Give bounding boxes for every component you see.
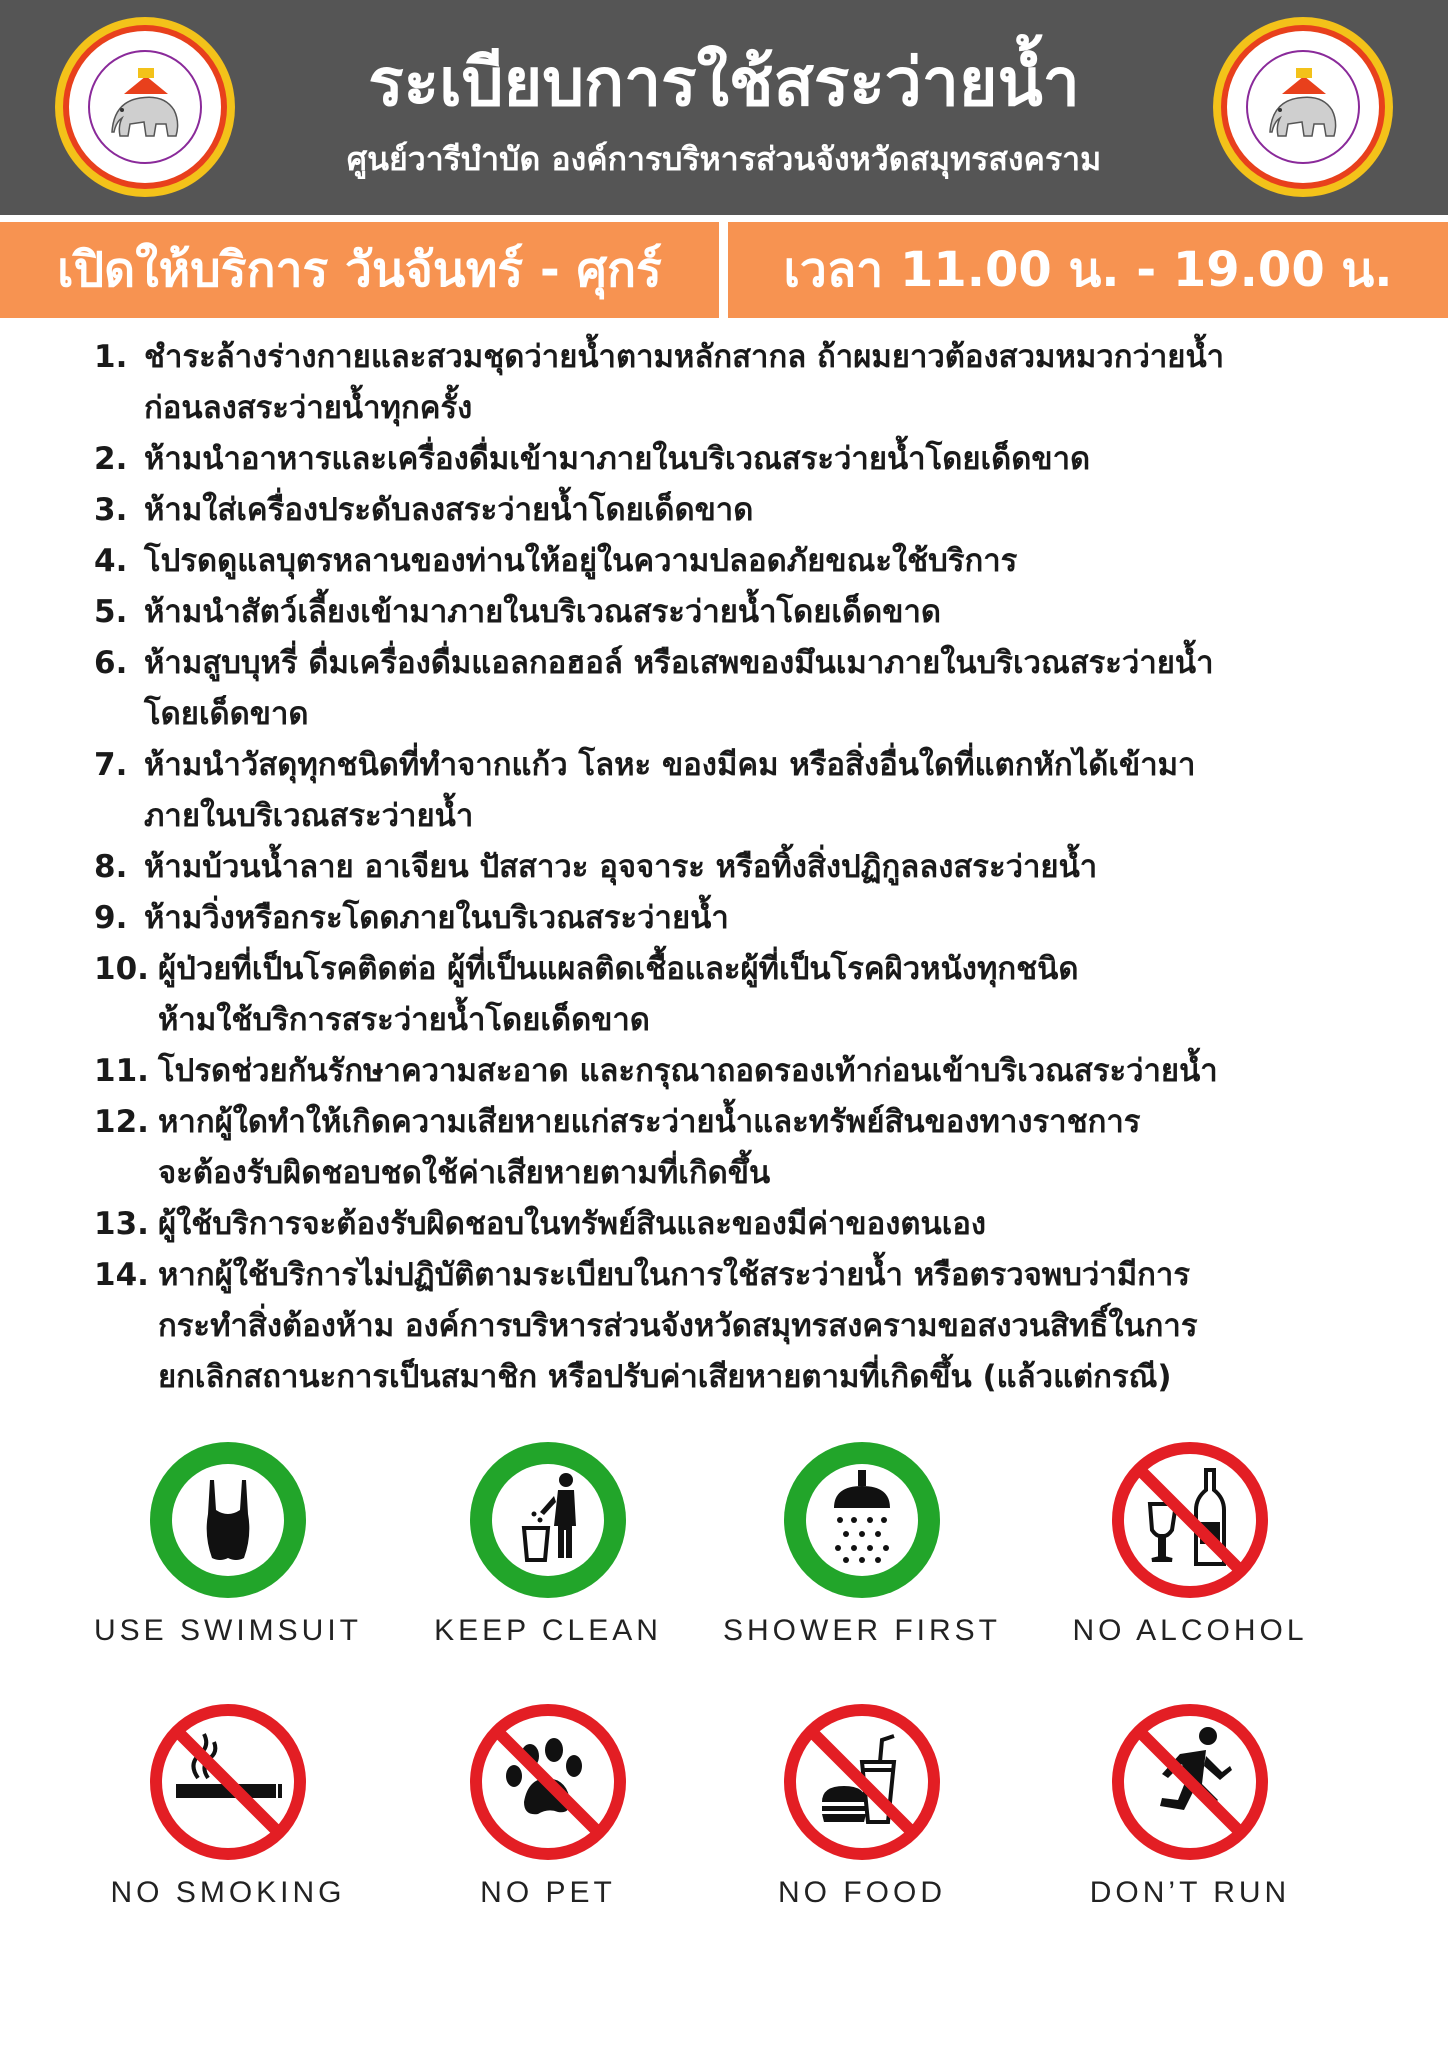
sign-label: NO SMOKING — [110, 1876, 346, 1909]
rule-text-line: ห้ามใส่เครื่องประดับลงสระว่ายน้ำโดยเด็ดขาด — [144, 492, 754, 528]
no-alcohol-icon — [1110, 1440, 1270, 1600]
elephant-seal-icon — [52, 14, 238, 200]
rule-number: 4. — [94, 543, 128, 579]
rule-text-line: หากผู้ใดทำให้เกิดความเสียหายแก่สระว่ายน้ำและทรัพย์สินของทางราชการ — [158, 1104, 1141, 1140]
trash-bin-icon — [468, 1440, 628, 1600]
rule-number: 14. — [94, 1257, 149, 1293]
rule-number: 2. — [94, 441, 128, 477]
shower-icon — [782, 1440, 942, 1600]
rule-text-line: ภายในบริเวณสระว่ายน้ำ — [144, 798, 474, 834]
sign-no-alcohol — [1040, 1440, 1340, 1648]
sign-use-swimsuit — [78, 1440, 378, 1648]
sign-label: NO FOOD — [778, 1876, 946, 1909]
rule-item — [94, 587, 1394, 638]
rule-number: 9. — [94, 900, 128, 936]
page-title: ระเบียบการใช้สระว่ายน้ำ — [368, 44, 1080, 121]
elephant-seal-icon — [1210, 14, 1396, 200]
header-banner — [0, 0, 1448, 215]
rule-item — [94, 740, 1394, 842]
rule-text-line: ห้ามวิ่งหรือกระโดดภายในบริเวณสระว่ายน้ำ — [144, 900, 729, 936]
rule-text-line: ผู้ป่วยที่เป็นโรคติดต่อ ผู้ที่เป็นแผลติดเชื้อและผู้ที่เป็นโรคผิวหนังทุกชนิด — [158, 951, 1079, 987]
sign-label: KEEP CLEAN — [434, 1614, 662, 1647]
rule-text-line: ห้ามนำวัสดุทุกชนิดที่ทำจากแก้ว โลหะ ของมีคม หรือสิ่งอื่นใดที่แตกหักได้เข้ามา — [144, 747, 1196, 783]
no-pet-icon — [468, 1702, 628, 1862]
sign-keep-clean — [398, 1440, 698, 1648]
sign-label: SHOWER FIRST — [723, 1614, 1001, 1647]
sign-label: NO ALCOHOL — [1072, 1614, 1308, 1647]
rule-item — [94, 893, 1394, 944]
rule-item — [94, 1199, 1394, 1250]
sign-no-smoking — [78, 1702, 378, 1910]
rule-text-line: โดยเด็ดขาด — [144, 696, 309, 732]
rule-text-line: ห้ามนำอาหารและเครื่องดื่มเข้ามาภายในบริเวณสระว่ายน้ำโดยเด็ดขาด — [144, 441, 1091, 477]
rule-item — [94, 842, 1394, 893]
opening-hours-bar — [0, 222, 1448, 318]
rule-number: 7. — [94, 747, 128, 783]
rule-number: 1. — [94, 339, 128, 375]
rule-number: 8. — [94, 849, 128, 885]
no-smoking-icon — [148, 1702, 308, 1862]
sign-dont-run — [1040, 1702, 1340, 1910]
rule-item — [94, 485, 1394, 536]
rule-text-line: ห้ามนำสัตว์เลี้ยงเข้ามาภายในบริเวณสระว่ายน้ำโดยเด็ดขาด — [144, 594, 942, 630]
rule-item — [94, 638, 1394, 740]
rule-text-line: กระทำสิ่งต้องห้าม องค์การบริหารส่วนจังหวัดสมุทรสงครามขอสงวนสิทธิ์ในการ — [158, 1308, 1198, 1344]
rule-number: 6. — [94, 645, 128, 681]
rule-text-line: โปรดดูแลบุตรหลานของท่านให้อยู่ในความปลอดภัยขณะใช้บริการ — [144, 543, 1018, 579]
rule-text-line: ห้ามบ้วนน้ำลาย อาเจียน ปัสสาวะ อุจจาระ หรือทิ้งสิ่งปฏิกูลลงสระว่ายน้ำ — [144, 849, 1098, 885]
sign-label: DON’T RUN — [1089, 1876, 1291, 1909]
rule-text-line: ชำระล้างร่างกายและสวมชุดว่ายน้ำตามหลักสากล ถ้าผมยาวต้องสวมหมวกว่ายน้ำ — [144, 339, 1225, 375]
no-running-icon — [1110, 1702, 1270, 1862]
rule-item — [94, 1250, 1394, 1403]
rule-number: 5. — [94, 594, 128, 630]
rule-item — [94, 1046, 1394, 1097]
rule-text-line: หากผู้ใช้บริการไม่ปฏิบัติตามระเบียบในการใช้สระว่ายน้ำ หรือตรวจพบว่ามีการ — [158, 1257, 1190, 1293]
sign-no-food — [712, 1702, 1012, 1910]
rule-number: 3. — [94, 492, 128, 528]
sign-label: NO PET — [480, 1876, 616, 1909]
page-subtitle: ศูนย์วารีบำบัด องค์การบริหารส่วนจังหวัดสมุทรสงคราม — [346, 140, 1102, 178]
rule-number: 11. — [94, 1053, 149, 1089]
rule-item — [94, 332, 1394, 434]
swimsuit-icon — [148, 1440, 308, 1600]
opening-time: เวลา 11.00 น. - 19.00 น. — [728, 222, 1448, 318]
rule-text-line: ก่อนลงสระว่ายน้ำทุกครั้ง — [144, 390, 473, 426]
rule-item — [94, 944, 1394, 1046]
rules-list — [94, 332, 1394, 1403]
rule-item — [94, 1097, 1394, 1199]
rule-text-line: โปรดช่วยกันรักษาความสะอาด และกรุณาถอดรองเท้าก่อนเข้าบริเวณสระว่ายน้ำ — [158, 1053, 1218, 1089]
rule-item — [94, 536, 1394, 587]
sign-label: USE SWIMSUIT — [93, 1614, 362, 1647]
rule-text-line: ห้ามสูบบุหรี่ ดื่มเครื่องดื่มแอลกอฮอล์ หรือเสพของมึนเมาภายในบริเวณสระว่ายน้ำ — [144, 645, 1214, 681]
rule-item — [94, 434, 1394, 485]
rule-number: 13. — [94, 1206, 149, 1242]
rule-number: 10. — [94, 951, 149, 987]
sign-shower-first — [712, 1440, 1012, 1648]
rule-text-line: จะต้องรับผิดชอบชดใช้ค่าเสียหายตามที่เกิดขึ้น — [158, 1155, 771, 1191]
rule-number: 12. — [94, 1104, 149, 1140]
sign-no-pet — [398, 1702, 698, 1910]
rule-text-line: ห้ามใช้บริการสระว่ายน้ำโดยเด็ดขาด — [158, 1002, 650, 1038]
rule-text-line: ยกเลิกสถานะการเป็นสมาชิก หรือปรับค่าเสียหายตามที่เกิดขึ้น (แล้วแต่กรณี) — [158, 1359, 1172, 1395]
rule-text-line: ผู้ใช้บริการจะต้องรับผิดชอบในทรัพย์สินและของมีค่าของตนเอง — [158, 1206, 987, 1242]
no-food-icon — [782, 1702, 942, 1862]
opening-days: เปิดให้บริการ วันจันทร์ - ศุกร์ — [0, 222, 719, 318]
